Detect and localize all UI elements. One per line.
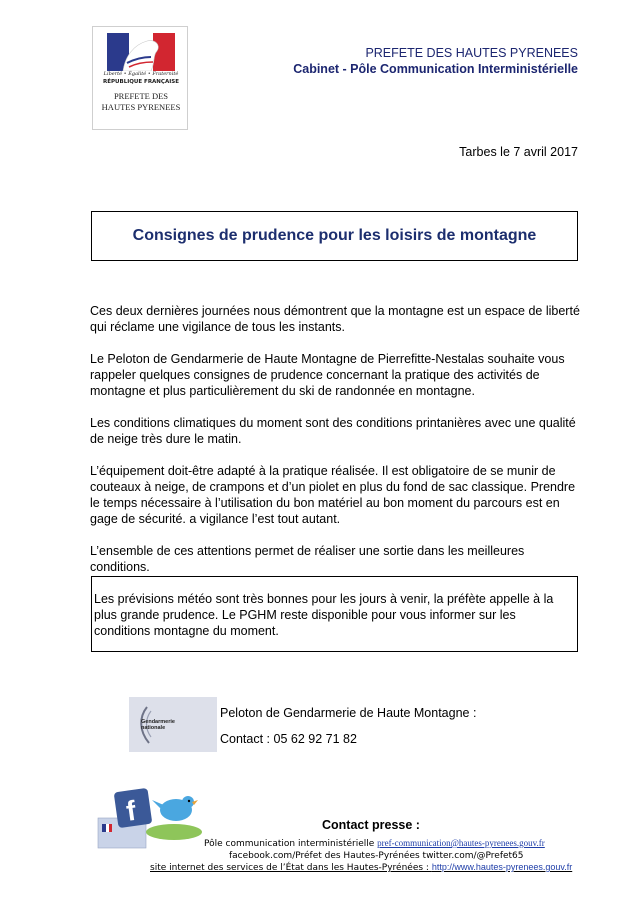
footer-email-link[interactable]: pref-communication@hautes-pyrenees.gouv.fr bbox=[377, 838, 545, 848]
contact-presse-label: Contact presse : bbox=[322, 818, 420, 832]
body-text bbox=[90, 303, 586, 591]
logo-department bbox=[93, 91, 189, 113]
gendarmerie-name: Peloton de Gendarmerie de Haute Montagne : bbox=[220, 706, 477, 720]
info-box: Les prévisions météo sont très bonnes pour les jours à venir, la préfète appelle à la plus grande prudence. Le PGHM reste disponible pour vous informer sur les conditions montagne du moment. bbox=[91, 576, 578, 652]
marianne-icon bbox=[107, 33, 175, 71]
gendarmerie-logo-line2: nationale bbox=[141, 725, 166, 731]
paragraph: L’équipement doit-être adapté à la pratique réalisée. Il est obligatoire de se munir de couteaux à neige, de crampons et d’un piolet en plus du fond de sac classique. Prendre le temps nécessaire à l’utilisation du bon matériel au bon moment du parcours est en gage de sécurité. a vigilance l’est tout autant. bbox=[90, 464, 576, 526]
paragraph: Ces deux dernières journées nous démontrent que la montagne est un espace de liberté qui réclame une vigilance de tous les instants. bbox=[90, 304, 580, 334]
paragraph: Les conditions climatiques du moment sont des conditions printanières avec une qualité de neige très dure le matin. bbox=[90, 416, 576, 446]
paragraph: L’ensemble de ces attentions permet de réaliser une sortie dans les meilleures conditions. bbox=[90, 544, 525, 574]
logo-dept-line2: HAUTES PYRENEES bbox=[101, 102, 181, 112]
logo-republic: RÉPUBLIQUE FRANÇAISE bbox=[103, 79, 179, 85]
logo-dept-line1: PREFETE DES bbox=[113, 91, 169, 101]
footer-pole-label: Pôle communication interministérielle bbox=[204, 839, 378, 849]
paragraph: Le Peloton de Gendarmerie de Haute Montagne de Pierrefitte-Nestalas souhaite vous rappeler quelques consignes de prudence concernant la pratique des activités de montagne et plus particulièrement du ski de randonnée en montagne. bbox=[90, 352, 565, 398]
header-cabinet: Cabinet - Pôle Communication Interministérielle bbox=[293, 62, 578, 76]
gendarmerie-contact: Contact : 05 62 92 71 82 bbox=[220, 732, 357, 746]
footer-site-line bbox=[150, 862, 572, 873]
gendarmerie-logo-text bbox=[141, 719, 175, 731]
logo-motto: Liberté • Égalité • Fraternité bbox=[103, 71, 179, 77]
footer-pole-line bbox=[204, 838, 545, 849]
prefecture-logo bbox=[92, 26, 188, 130]
footer-site-link[interactable]: http://www.hautes-pyrenees.gouv.fr bbox=[431, 862, 573, 872]
social-media-icon bbox=[96, 780, 206, 852]
document-title: Consignes de prudence pour les loisirs de montagne bbox=[132, 227, 537, 244]
header-prefecture: PREFETE DES HAUTES PYRENEES bbox=[365, 46, 578, 60]
footer-site-label: site internet des services de l’État dans les Hautes-Pyrénées : bbox=[150, 863, 432, 873]
title-box bbox=[91, 211, 578, 261]
document-date: Tarbes le 7 avril 2017 bbox=[459, 145, 578, 159]
svg-text:f: f bbox=[124, 794, 138, 827]
footer-social-line: facebook.com/Préfet des Hautes-Pyrénées twitter.com/@Prefet65 bbox=[229, 851, 524, 861]
gendarmerie-logo-line1: Gendarmerie bbox=[141, 719, 175, 725]
